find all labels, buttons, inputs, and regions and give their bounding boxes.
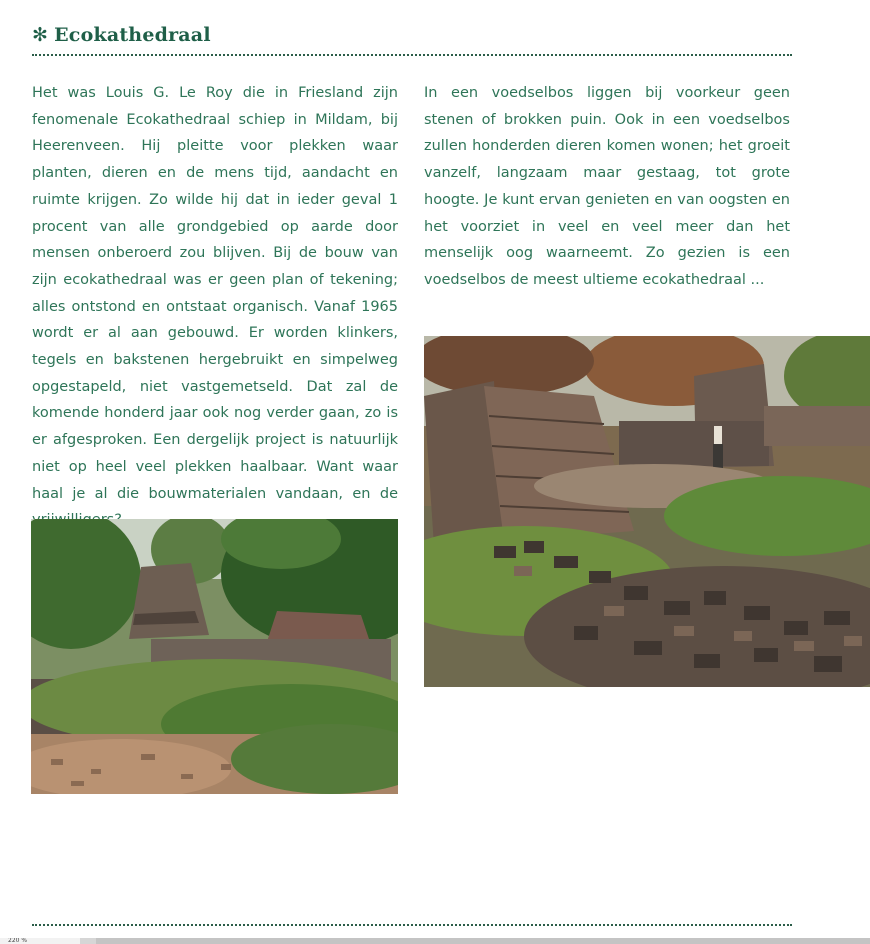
- right-text-column: In een voedselbos liggen bij voorkeur geen stenen of brokken puin. Ook in een voedselbos zullen honderden dieren komen wonen; het groeit vanzelf, langzaam maar gestaag, tot grote hoogte. Je kunt ervan genieten en van oogsten en het voorziet in veel en veel meer dan het menselijk oog waarneemt. Zo gezien is een voedselbos de meest ultieme ecokathedraal ...: [424, 85, 790, 288]
- zoom-level[interactable]: 220 %: [0, 938, 80, 944]
- left-text-column: Het was Louis G. Le Roy die in Friesland zijn fenomenale Ecokathedraal schiep in Mildam, bij Heerenveen. Hij pleitte voor plekken waar planten, dieren en de mens tijd, aandacht en ruimte krijgen. Zo wilde hij dat in ieder geval 1 procent van alle grondgebied op aarde door mensen onberoerd zou blijven. Bij de bouw van zijn ecokathedraal was er geen plan of tekening; alles ontstond en ontstaat organisch. Vanaf 1965 wordt er al aan gebouwd. Er worden klinkers, tegels en bakstenen hergebruikt en simpelweg opgestapeld, niet vastgemetseld. Dat zal de komende honderd jaar ook nog verder gaan, zo is er afgesproken. Een dergelijk project is natuurlijk niet op heel veel plekken haalbaar. Want waar haal je al die bouwmaterialen vandaan, en de: [32, 85, 398, 502]
- ecokathedraal-rubble-photo: [424, 336, 870, 687]
- bottom-dotted-rule: [32, 924, 792, 926]
- asterisk-icon: ✻: [32, 24, 49, 46]
- ecokathedraal-forest-photo: [31, 519, 398, 794]
- article-title-text: Ecokathedraal: [54, 24, 211, 46]
- horizontal-scrollbar[interactable]: [0, 938, 870, 944]
- article-title: [32, 24, 792, 46]
- scrollbar-thumb[interactable]: [96, 938, 870, 944]
- top-dotted-rule: [32, 54, 792, 56]
